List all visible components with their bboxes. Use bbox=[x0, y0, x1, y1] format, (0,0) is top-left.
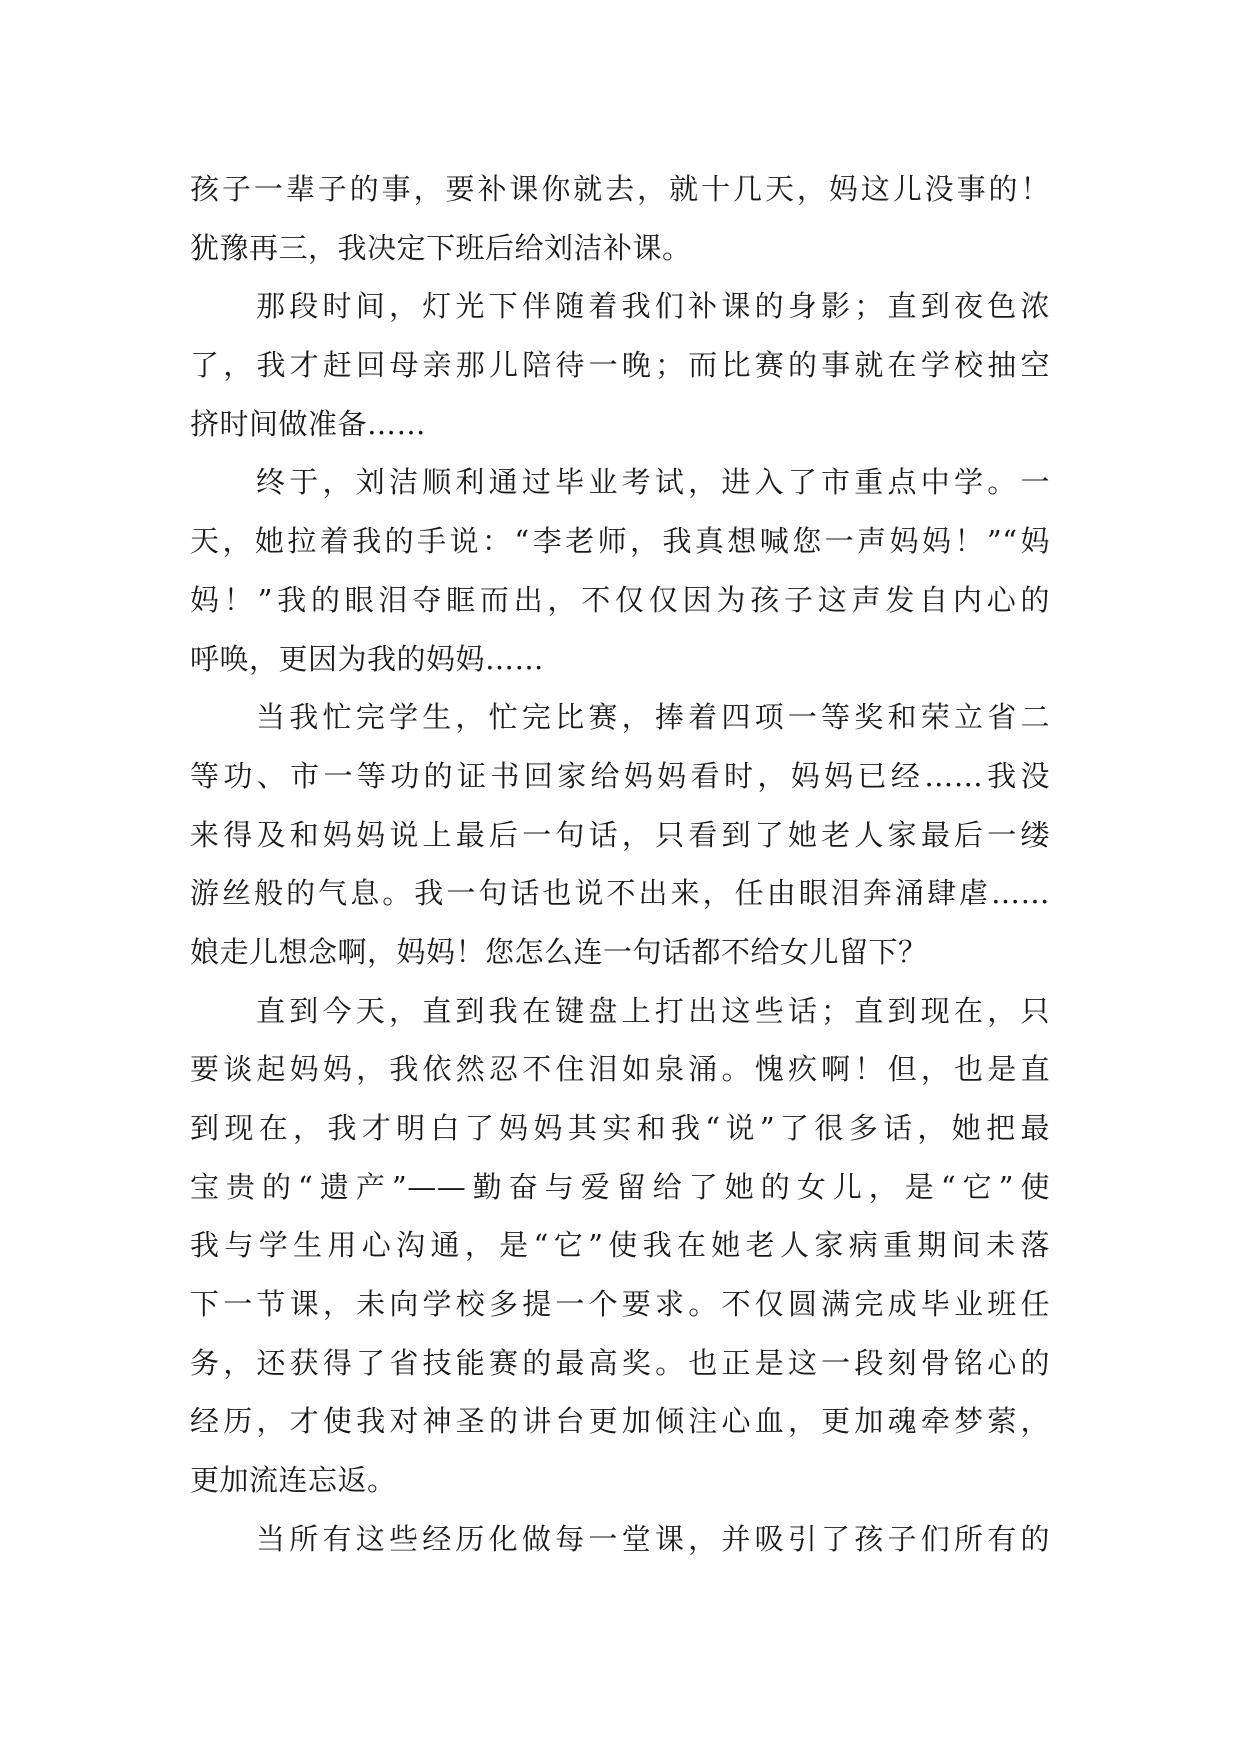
text-line: 等功、市一等功的证书回家给妈妈看时，妈妈已经……我没 bbox=[190, 758, 1050, 793]
text-line: 经历，才使我对神圣的讲台更加倾注心血，更加魂牵梦萦， bbox=[190, 1404, 1050, 1439]
text-line: 娘走儿想念啊，妈妈！您怎么连一句话都不给女儿留下？ bbox=[190, 934, 928, 969]
text-line: 下一节课，未向学校多提一个要求。不仅圆满完成毕业班任 bbox=[190, 1287, 1050, 1322]
text-line: 妈！”我的眼泪夺眶而出，不仅仅因为孩子这声发自内心的 bbox=[190, 582, 1050, 617]
text-line: 来得及和妈妈说上最后一句话，只看到了她老人家最后一缕 bbox=[190, 817, 1050, 852]
text-line: 挤时间做准备…… bbox=[190, 406, 427, 441]
text-line: 宝贵的“遗产”——勤奋与爱留给了她的女儿，是“它”使 bbox=[190, 1169, 1050, 1204]
text-line: 到现在，我才明白了妈妈其实和我“说”了很多话，她把最 bbox=[190, 1111, 1050, 1145]
text-line: 犹豫再三，我决定下班后给刘洁补课。 bbox=[190, 230, 692, 265]
text-line: 呼唤，更因为我的妈妈…… bbox=[190, 641, 545, 676]
text-line: 当所有这些经历化做每一堂课，并吸引了孩子们所有的 bbox=[256, 1521, 1050, 1556]
text-line: 那段时间，灯光下伴随着我们补课的身影；直到夜色浓 bbox=[256, 289, 1050, 324]
text-line: 务，还获得了省技能赛的最高奖。也正是这一段刻骨铭心的 bbox=[190, 1345, 1050, 1380]
text-line: 游丝般的气息。我一句话也说不出来，任由眼泪奔涌肆虐…… bbox=[190, 876, 1050, 911]
text-line: 天，她拉着我的手说：“李老师，我真想喊您一声妈妈！”“妈 bbox=[190, 524, 1050, 559]
text-line: 我与学生用心沟通，是“它”使我在她老人家病重期间未落 bbox=[190, 1228, 1050, 1263]
text-line: 终于，刘洁顺利通过毕业考试，进入了市重点中学。一 bbox=[256, 465, 1050, 500]
text-line: 了，我才赶回母亲那儿陪待一晚；而比赛的事就在学校抽空 bbox=[190, 348, 1050, 383]
text-line: 直到今天，直到我在键盘上打出这些话；直到现在，只 bbox=[256, 993, 1050, 1028]
text-line: 要谈起妈妈，我依然忍不住泪如泉涌。愧疚啊！但，也是直 bbox=[190, 1052, 1050, 1087]
document-body bbox=[190, 160, 1050, 1569]
text-line: 更加流连忘返。 bbox=[190, 1463, 397, 1498]
text-line: 当我忙完学生，忙完比赛，捧着四项一等奖和荣立省二 bbox=[256, 700, 1050, 735]
text-line: 孩子一辈子的事，要补课你就去，就十几天，妈这儿没事的！ bbox=[190, 172, 1050, 206]
